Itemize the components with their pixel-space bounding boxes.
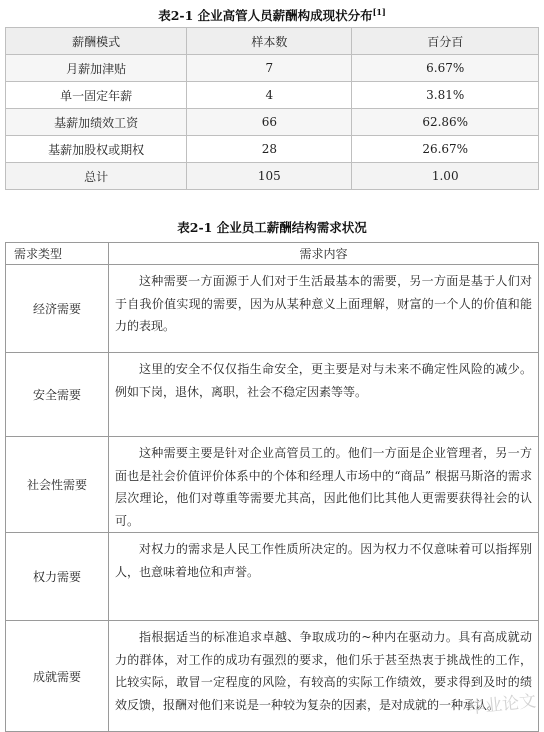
table1-header-row (6, 28, 539, 55)
table-row (6, 533, 539, 621)
table-cell: 单一固定年薪 (6, 82, 187, 109)
table-cell: 26.67% (352, 136, 539, 163)
table1-header-cell: 薪酬模式 (6, 28, 187, 55)
demand-content-cell (109, 353, 539, 437)
table-cell: 105 (187, 163, 352, 190)
table-cell: 7 (187, 55, 352, 82)
table-cell: 4 (187, 82, 352, 109)
table-row (6, 136, 539, 163)
salary-distribution-table (5, 27, 539, 190)
demand-structure-table (5, 242, 539, 732)
table2-header-cell: 需求内容 (109, 243, 539, 265)
demand-type-cell: 成就需要 (6, 621, 109, 732)
table-row (6, 437, 539, 533)
demand-content-text: 指根据适当的标准追求卓越、争取成功的~种内在驱动力。具有高成就动力的群体，对工作的成功有强烈的要求，他们乐于甚至热衷于挑战性的工作，比较实际，敢冒一定程度的风险，有较高的实际工作绩效，要求得到及时的绩效反馈，报酬对他们来说是一种较为复杂的因素，是对成就的一种承认。 (115, 630, 532, 712)
table-row (6, 109, 539, 136)
watermark: 毕业论文 (467, 691, 538, 719)
table-row-total (6, 163, 539, 190)
demand-content-cell (109, 265, 539, 353)
table-cell: 基薪加股权或期权 (6, 136, 187, 163)
demand-content-text: 这种需要一方面源于人们对于生活最基本的需要，另一方面是基于人们对于自我价值实现的需要，因为从某种意义上面理解，财富的一个人的价值和能力的表现。 (115, 274, 532, 333)
table1-header-cell: 样本数 (187, 28, 352, 55)
table-cell: 28 (187, 136, 352, 163)
table-cell: 6.67% (352, 55, 539, 82)
table-row (6, 265, 539, 353)
table1-header-cell: 百分百 (352, 28, 539, 55)
demand-content-text: 对权力的需求是人民工作性质所决定的。因为权力不仅意味着可以指挥别人，也意味着地位和声誉。 (115, 542, 532, 579)
demand-content-text: 这里的安全不仅仅指生命安全，更主要是对与未来不确定性风险的减少。例如下岗，退休，离职，社会不稳定因素等等。 (115, 362, 532, 399)
table2-header-row (6, 243, 539, 265)
table2-caption: 表2-1 企业员工薪酬结构需求状况 (177, 220, 367, 235)
table-cell: 66 (187, 109, 352, 136)
table-row (6, 353, 539, 437)
table1-caption-ref: [1] (372, 6, 386, 17)
table-row (6, 621, 539, 732)
table-cell: 基薪加绩效工资 (6, 109, 187, 136)
table2-header-cell: 需求类型 (6, 243, 109, 265)
demand-content-cell (109, 533, 539, 621)
table-cell: 总计 (6, 163, 187, 190)
demand-content-text: 这种需要主要是针对企业高管员工的。他们一方面是企业管理者，另一方面也是社会价值评价体系中的个体和经理人市场中的“商品” 根据马斯洛的需求层次理论，他们对尊重等需要尤其高，因此他们比其他人更需要获得社会的认可。 (115, 446, 532, 528)
demand-type-cell: 权力需要 (6, 533, 109, 621)
table1-caption-text: 表2-1 企业高管人员薪酬构成现状分布 (158, 8, 373, 23)
demand-content-cell (109, 437, 539, 533)
demand-type-cell: 社会性需要 (6, 437, 109, 533)
table1-caption (0, 6, 544, 24)
table-cell: 62.86% (352, 109, 539, 136)
demand-type-cell: 安全需要 (6, 353, 109, 437)
table-row (6, 55, 539, 82)
table-cell: 3.81% (352, 82, 539, 109)
table-cell: 1.00 (352, 163, 539, 190)
table-row (6, 82, 539, 109)
table-cell: 月薪加津贴 (6, 55, 187, 82)
demand-type-cell: 经济需要 (6, 265, 109, 353)
